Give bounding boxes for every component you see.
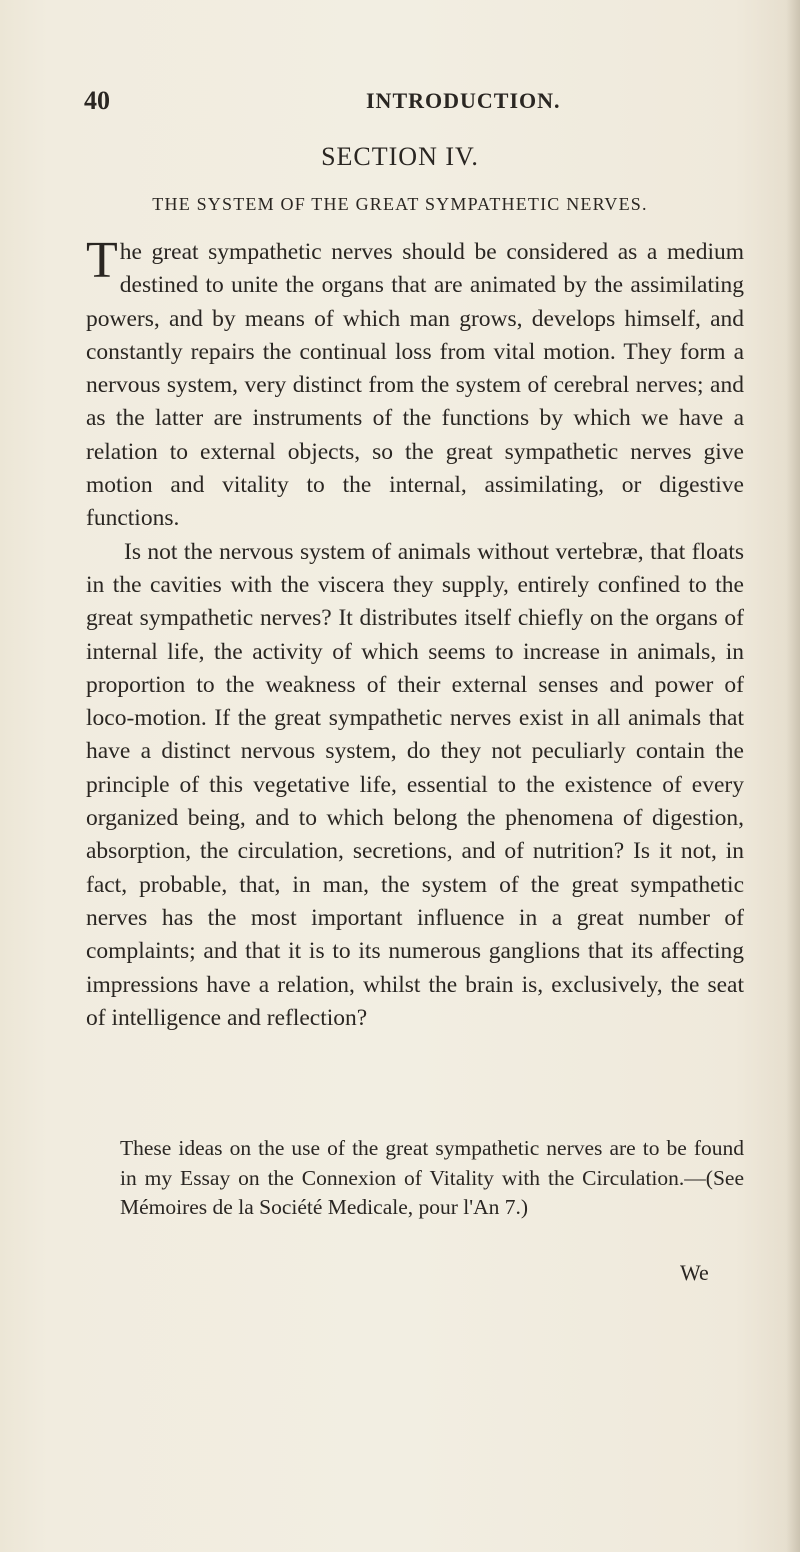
paragraph-2: Is not the nervous system of animals without vertebræ, that floats in the cavities with the viscera they supply, entirely confined to the great sympathetic nerves? It distributes itself chiefly on the organs of internal life, the activity of which seems to increase in animals, in proportion to the weakness of their external senses and power of loco-motion. If the great sympathetic nerves exist in all animals that have a distinct nervous system, do they not peculiarly contain the principle of this vegetative life, essential to the existence of every organized being, and to which belong the phenomena of digestion, absorption, the circulation, secretions, and of nutrition? Is it not, in fact, probable, that, in man, the system of the great sympathetic nerves has the most important influence in a great number of complaints; and that it is to its numerous ganglions that its affecting impressions have a relation, whilst the brain is, exclusively, the seat of intelligence and reflection?	[86, 538, 744, 1031]
paragraph-1-text: he great sympathetic nerves should be considered as a medium destined to unite the organs that are animated by the assimilating powers, and by means of which man grows, develops himself, and constantly repairs the continual loss from vital motion. They form a nervous system, very distinct from the system of cerebral nerves; and as the latter are instruments of the functions by which we have a relation to external objects, so the great sympathetic nerves give motion and vitality to the internal, assimilating, or digestive functions.	[86, 239, 744, 532]
footnote	[86, 1134, 744, 1223]
page-number: 40	[84, 86, 110, 115]
running-head	[84, 86, 744, 116]
catchword: We	[680, 1260, 709, 1285]
footnote-text: These ideas on the use of the great sympathetic nerves are to be found in my Essay on the Connexion of Vitality with the Circulation.—(See Mémoires de la Société Medicale, pour l'An 7.)	[120, 1136, 744, 1219]
page-edge-shadow	[786, 0, 800, 1552]
paragraph-1	[86, 232, 744, 536]
drop-cap: T	[86, 232, 118, 289]
section-subtitle: THE SYSTEM OF THE GREAT SYMPATHETIC NERVES.	[152, 194, 648, 214]
running-title: INTRODUCTION.	[366, 88, 561, 113]
body-text	[86, 232, 744, 1035]
section-heading: SECTION IV.	[321, 142, 479, 171]
